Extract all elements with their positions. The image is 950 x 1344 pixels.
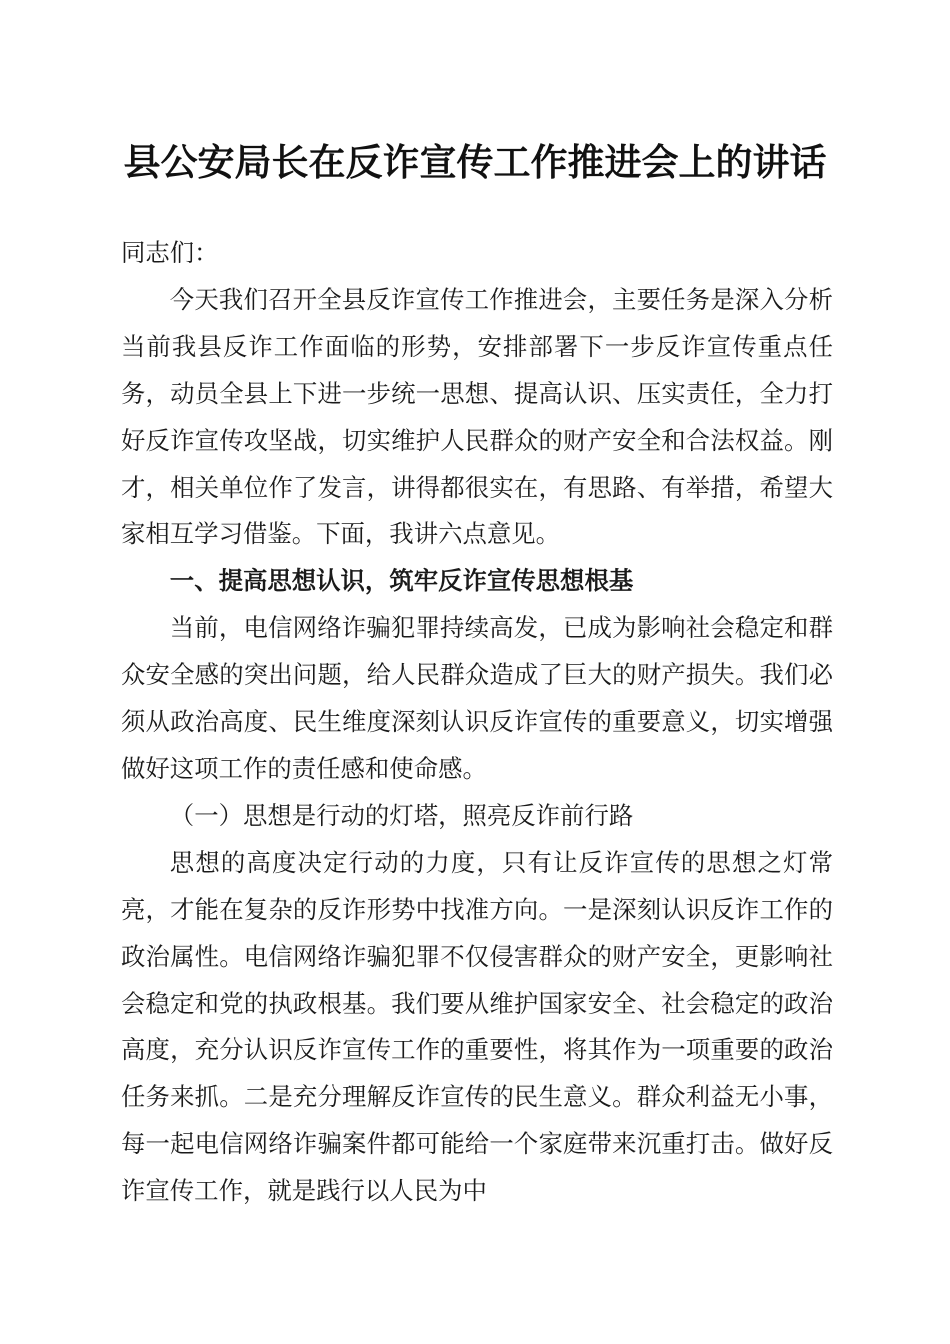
subsection-heading-1: （一）思想是行动的灯塔，照亮反诈前行路 xyxy=(169,800,634,830)
section-1-paragraph: 当前，电信网络诈骗犯罪持续高发，已成为影响社会稳定和群众安全感的突出问题，给人民群众造成了巨大的财产损失。我们必须从政治高度、民生维度深刻认识反诈宣传的重要意义，切实增强做好这项工作的责任感和使命感。 xyxy=(121,613,833,783)
intro-paragraph: 今天我们召开全县反诈宣传工作推进会，主要任务是深入分析当前我县反诈工作面临的形势，安排部署下一步反诈宣传重点任务，动员全县上下进一步统一思想、提高认识、压实责任，全力打好反诈宣传攻坚战，切实维护人民群众的财产安全和合法权益。刚才，相关单位作了发言，讲得都很实在，有思路、有举措，希望大家相互学习借鉴。下面，我讲六点意见。 xyxy=(121,284,833,549)
salutation: 同志们： xyxy=(121,238,219,267)
section-heading-1: 一、提高思想认识，筑牢反诈宣传思想根基 xyxy=(169,566,634,596)
subsection-1-paragraph: 思想的高度决定行动的力度，只有让反诈宣传的思想之灯常亮，才能在复杂的反诈形势中找准方向。一是深刻认识反诈工作的政治属性。电信网络诈骗犯罪不仅侵害群众的财产安全，更影响社会稳定和党的执政根基。我们要从维护国家安全、社会稳定的政治高度，充分认识反诈宣传工作的重要性，将其作为一项重要的政治任务来抓。二是充分理解反诈宣传的民生意义。群众利益无小事，每一起电信网络诈骗案件都可能给一个家庭带来沉重打击。做好反诈宣传工作，就是践行以人民为中 xyxy=(121,847,833,1206)
document-body xyxy=(121,230,833,1215)
document-title: 县公安局长在反诈宣传工作推进会上的讲话 xyxy=(123,140,827,184)
